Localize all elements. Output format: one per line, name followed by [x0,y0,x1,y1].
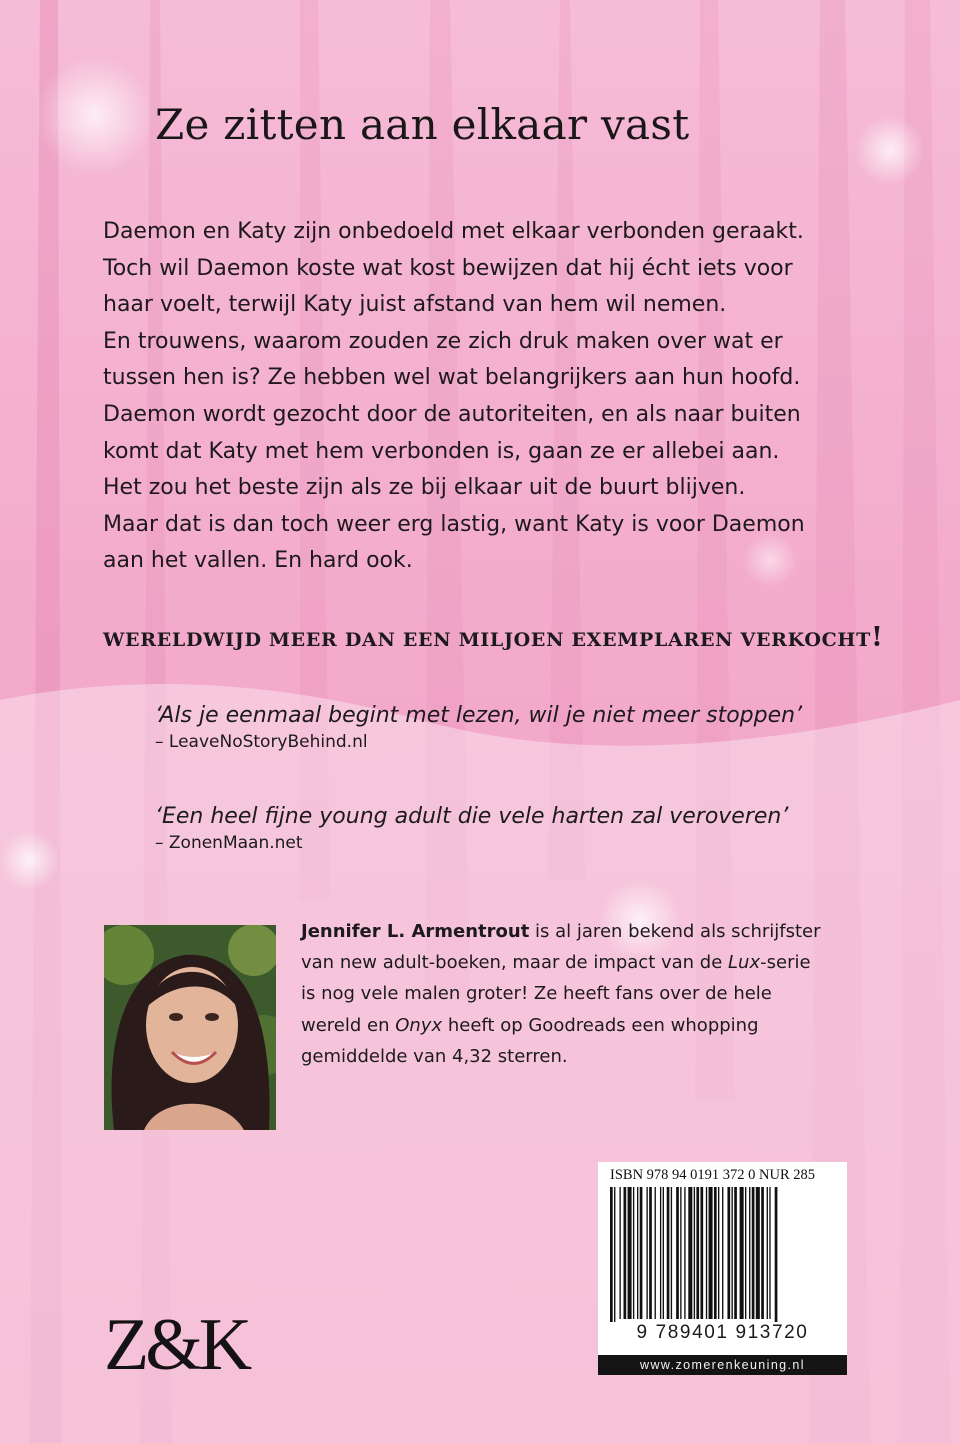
publisher-website: www.zomerenkeuning.nl [598,1355,847,1375]
barcode-bar [696,1187,699,1319]
barcode-bar [684,1187,685,1319]
barcode-panel [598,1162,847,1375]
blurb-line: aan het vallen. En hard ook. [103,548,413,574]
barcode-bar [688,1187,692,1319]
blurb-line: Maar dat is dan toch weer erg lastig, want Katy is voor Daemon [103,511,805,537]
barcode-bar [775,1187,778,1327]
blurb-line: Daemon wordt gezocht door de autoriteiten, en als naar buiten [103,401,801,427]
blurb-line: tussen hen is? Ze hebben wel wat belangrijkers aan hun hoofd. [103,365,801,391]
barcode-bar [676,1187,679,1319]
blurb-line: En trouwens, waarom zouden ze zich druk maken over wat er [103,328,783,354]
blurb-line: Het zou het beste zijn als ze bij elkaar uit de buurt blijven. [103,475,746,501]
barcode-bar [640,1187,643,1319]
barcode-bar [732,1187,733,1319]
sales-claim-text: WERELDWIJD MEER DAN EEN MILJOEN EXEMPLAREN VERKOCHT [103,629,871,651]
barcode-bar [680,1187,681,1319]
barcode-bar [624,1187,627,1319]
barcode-bar [671,1187,672,1319]
barcode-bar [767,1187,768,1319]
barcode-bar [761,1187,764,1319]
blurb-line: Daemon en Katy zijn onbedoeld met elkaar verbonden geraakt. [103,219,804,244]
bio-line: van new adult-boeken, maar de impact van de Lux-serie [301,952,811,974]
quote-text: ‘Als je eenmaal begint met lezen, wil je niet meer stoppen’ [155,703,803,728]
barcode-bar [667,1187,670,1319]
quote-source: – LeaveNoStoryBehind.nl [155,732,368,752]
barcode-bar [694,1187,695,1319]
review-quote [155,804,788,853]
book-title: Onyx [395,1014,443,1036]
headline: Ze zitten aan elkaar vast [155,100,690,149]
barcode-bar [752,1187,755,1319]
barcode-bar [610,1187,613,1327]
exclamation-mark: ! [870,622,884,653]
barcode-bar [769,1187,770,1319]
bio-line: wereld en Onyx heeft op Goodreads een whopping [301,1014,759,1036]
author-bio [301,916,861,1072]
barcode-bar [722,1187,723,1319]
blurb-line: haar voelt, terwijl Katy juist afstand van hem wil nemen. [103,292,727,318]
bio-line: gemiddelde van 4,32 sterren. [301,1045,568,1067]
barcode-bar [740,1187,744,1319]
publisher-logo [104,1307,254,1377]
barcode-bar [745,1187,746,1319]
review-quote [155,703,802,752]
back-cover-blurb [103,214,843,580]
barcode-bar [637,1187,638,1319]
barcode-bar [649,1187,652,1319]
bio-line: is nog vele malen groter! Ze heeft fans over de hele [301,983,772,1005]
barcode-bar [706,1187,707,1319]
barcode-bar [749,1187,750,1319]
barcode-bar [734,1187,737,1319]
isbn-number: ISBN 978 94 0191 372 0 NUR 285 [610,1167,816,1183]
blurb-line: komt dat Katy met hem verbonden is, gaan ze er allebei aan. [103,438,780,464]
barcode-bar [646,1187,647,1319]
barcode-bar [718,1187,719,1319]
barcode-bar [628,1187,632,1319]
barcode-bar [660,1187,661,1319]
series-title: Lux [728,952,761,974]
sales-claim [103,622,884,653]
quote-text: ‘Een heel fijne young adult die vele harten zal veroveren’ [155,804,789,829]
author-photo [104,925,276,1130]
barcode-bar [633,1187,634,1319]
bio-line: Jennifer L. Armentrout is al jaren bekend als schrijfster [301,921,821,942]
svg-text:Z&K: Z&K [104,1307,249,1377]
author-name: Jennifer L. Armentrout [301,921,530,942]
barcode-bar [614,1187,615,1327]
barcode-bar [663,1187,664,1319]
barcode-bar [700,1187,703,1319]
barcode-bar [727,1187,730,1319]
blurb-line: Toch wil Daemon koste wat kost bewijzen dat hij écht iets voor [103,255,793,281]
barcode-bar [756,1187,760,1319]
barcode-digits: 9 789401 913720 [598,1322,847,1344]
barcode-bar [709,1187,713,1319]
barcode-bar [655,1187,656,1319]
barcode-bar [619,1187,620,1319]
quote-source: – ZonenMaan.net [155,833,303,853]
barcode-bar [714,1187,717,1319]
barcode [608,1187,837,1327]
